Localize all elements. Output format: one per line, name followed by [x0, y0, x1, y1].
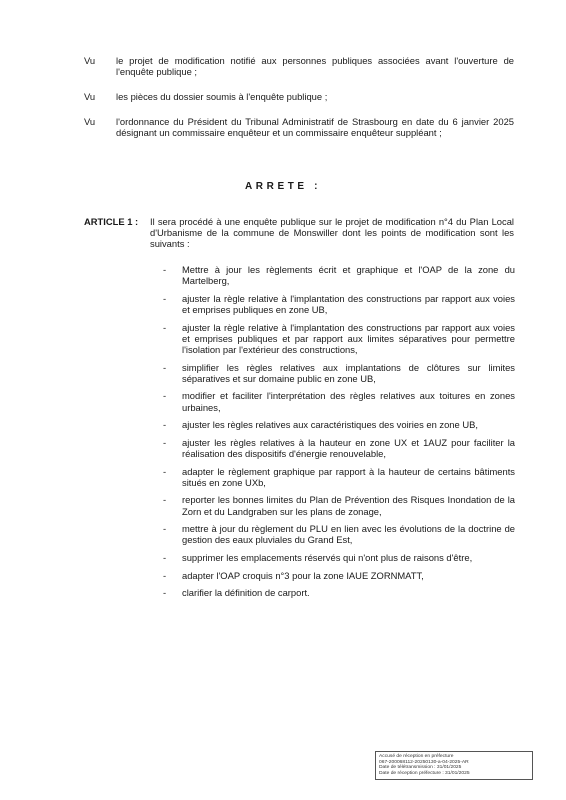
vu-clause [84, 116, 514, 138]
modification-list [163, 264, 515, 605]
list-item [163, 523, 515, 545]
list-item [163, 390, 515, 412]
bullet-dash: - [163, 321, 167, 333]
list-item [163, 419, 515, 430]
bullet-dash: - [163, 264, 167, 275]
bullet-dash: - [163, 494, 167, 506]
vu-label: Vu [84, 116, 96, 127]
bullet-dash: - [163, 292, 167, 304]
list-item-text: simplifier les règles relatives aux implantations de clôtures sur limites séparatives et sur domaine public en zone UB, [182, 361, 515, 384]
bullet-dash: - [163, 551, 167, 563]
list-item [163, 552, 515, 563]
vu-text: l'ordonnance du Président du Tribunal Administratif de Strasbourg en date du 6 janvier 2025 désignant un commissaire enquêteur et un commissaire enquêteur suppléant ; [116, 116, 514, 139]
prefecture-receipt-stamp [375, 751, 533, 780]
stamp-line: 067-200068112-20250130-a-04-2025-AR [379, 759, 469, 765]
stamp-line: Accusé de réception en préfecture [379, 754, 454, 759]
vu-text: le projet de modification notifié aux personnes publiques associées avant l'ouverture de l'enquête publique ; [116, 55, 514, 78]
list-item [163, 587, 515, 598]
vu-clause [84, 55, 514, 77]
bullet-dash: - [163, 523, 167, 535]
vu-text: les pièces du dossier soumis à l'enquête publique ; [116, 91, 328, 102]
list-item-text: ajuster les règles relatives à la hauteur en zone UX et 1AUZ pour faciliter la réalisation des dispositifs d'énergie renouvelable, [182, 436, 515, 459]
bullet-dash: - [163, 419, 167, 431]
list-item-text: supprimer les emplacements réservés qui n'ont plus de raisons d'être, [182, 551, 473, 563]
list-item-text: Mettre à jour les règlements écrit et graphique et l'OAP de la zone du Martelberg, [182, 264, 515, 287]
vu-label: Vu [84, 55, 96, 66]
vu-label: Vu [84, 91, 96, 102]
bullet-dash: - [163, 569, 167, 581]
stamp-line: Date de réception préfecture : 31/01/2025 [379, 771, 470, 777]
list-item-text: ajuster les règles relatives aux caractéristiques des voiries en zone UB, [182, 419, 478, 431]
list-item [163, 293, 515, 315]
article-1-label: ARTICLE 1 : [84, 216, 139, 227]
list-item [163, 466, 515, 488]
bullet-dash: - [163, 361, 167, 373]
arrete-heading: ARRETE : [244, 181, 322, 192]
bullet-dash: - [163, 465, 167, 477]
vu-clause [84, 91, 514, 102]
list-item [163, 494, 515, 516]
article-1-intro: Il sera procédé à une enquête publique sur le projet de modification n°4 du Plan Local d'Urbanisme de la commune de Monswiller dont les points de modification sont les suivants : [150, 216, 514, 250]
list-item-text: mettre à jour du règlement du PLU en lien avec les évolutions de la doctrine de gestion des eaux pluviales du Grand Est, [182, 523, 515, 546]
list-item [163, 362, 515, 384]
list-item-text: clarifier la définition de carport. [182, 587, 310, 599]
list-item-text: adapter l'OAP croquis n°3 pour la zone IAUE ZORNMATT, [182, 569, 424, 581]
list-item-text: modifier et faciliter l'interprétation des règles relatives aux toitures en zones urbaines, [182, 390, 515, 413]
list-item-text: reporter les bonnes limites du Plan de Prévention des Risques Inondation de la Zorn et du Landgraben sur les plans de zonage, [182, 494, 515, 517]
list-item [163, 322, 515, 356]
list-item [163, 264, 515, 286]
bullet-dash: - [163, 436, 167, 448]
list-item-text: ajuster la règle relative à l'implantation des constructions par rapport aux voies et emprises publiques en zone UB, [182, 292, 515, 315]
list-item [163, 437, 515, 459]
stamp-line: Date de télétransmission : 31/01/2025 [379, 765, 462, 771]
bullet-dash: - [163, 390, 167, 402]
bullet-dash: - [163, 587, 167, 599]
list-item-text: adapter le règlement graphique par rapport à la hauteur de certains bâtiments situés en zone UXb, [182, 465, 515, 488]
list-item [163, 570, 515, 581]
list-item-text: ajuster la règle relative à l'implantation des constructions par rapport aux voies et emprises publiques et par rapport aux limites séparatives pour permettre l'isolation par l'extérieur des constructions, [182, 321, 515, 355]
